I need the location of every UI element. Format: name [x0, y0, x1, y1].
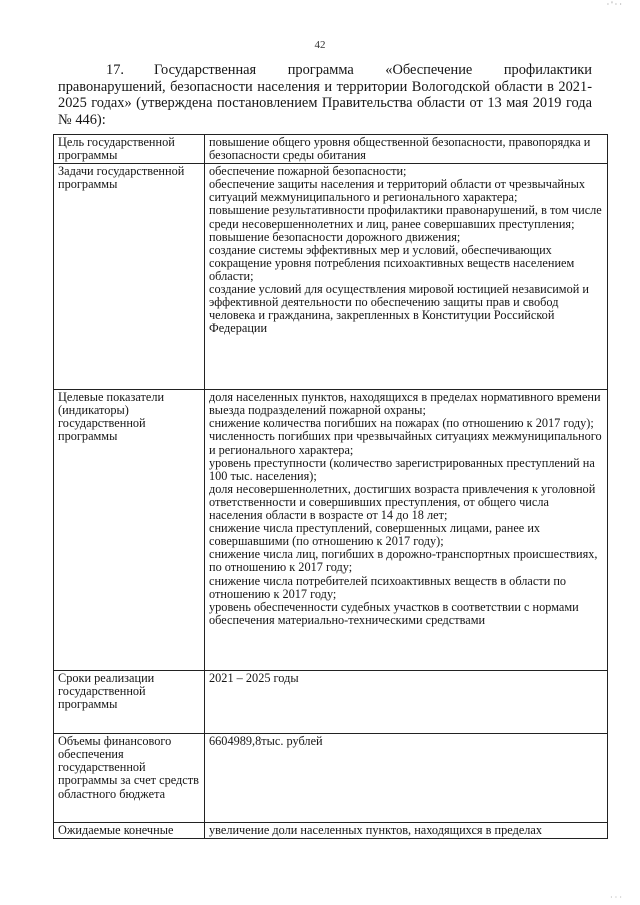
- table-row: [54, 734, 608, 823]
- scan-edge-mark: · ' · ·: [606, 0, 622, 9]
- list-item: 6604989,8тыс. рублей: [209, 734, 323, 749]
- list-item: уровень обеспеченности судебных участков в соответствии с нормами обеспечения материально-техническими средствами: [209, 599, 579, 627]
- row-label: Задачи государственной программы: [54, 164, 205, 390]
- program-passport-table: [53, 134, 608, 839]
- row-value: [205, 135, 608, 164]
- list-item: обеспечение пожарной безопасности;: [209, 164, 407, 179]
- list-item: обеспечение защиты населения и территорий области от чрезвычайных ситуаций межмуниципального и регионального характера;: [209, 177, 586, 205]
- row-value: [205, 164, 608, 390]
- table-row: [54, 164, 608, 390]
- section-title: Государственная программа «Обеспечение профилактики правонарушений, безопасности населения и территории Вологодской области в 2021-2025 годах» (утверждена постановлением Правительства области от 13 мая 2019 года № 446):: [58, 62, 592, 128]
- row-label: Ожидаемые конечные: [54, 823, 205, 839]
- row-value: [205, 823, 608, 839]
- list-item: доля несовершеннолетних, достигших возраста привлечения к уголовной ответственности и совершивших преступления, от общего числа населения области в возрасте от 14 до 18 лет;: [209, 481, 596, 523]
- list-item: повышение безопасности дорожного движения;: [209, 229, 461, 244]
- table-row: [54, 390, 608, 671]
- list-item: увеличение доли населенных пунктов, находящихся в пределах: [209, 823, 543, 838]
- scan-edge-mark: · · ·: [610, 893, 622, 902]
- list-item: создание системы эффективных мер и условий, обеспечивающих сокращение уровня потребления психоактивных веществ населением области;: [209, 242, 575, 283]
- list-item: снижение числа преступлений, совершенных лицами, ранее их совершавшими (по отношению к 2017 году);: [209, 521, 541, 549]
- row-label: Цель государственной программы: [54, 135, 205, 164]
- list-item: создание условий для осуществления мировой юстицией независимой и эффективной деятельности по обеспечению защиты прав и свобод человека и гражданина, закрепленных в Конституции Российской Федерации: [209, 282, 589, 336]
- row-value: [205, 734, 608, 823]
- list-item: 2021 – 2025 годы: [209, 671, 299, 686]
- list-item: уровень преступности (количество зарегистрированных преступлений на 100 тыс. населения);: [209, 455, 595, 483]
- row-label: Объемы финансового обеспечения государственной программы за счет средств областного бюджета: [54, 734, 205, 823]
- list-item: повышение результативности профилактики правонарушений, в том числе среди несовершеннолетних и лиц, ранее совершавших преступления;: [209, 203, 602, 231]
- row-value: [205, 671, 608, 734]
- section-number: 17.: [106, 62, 124, 78]
- section-heading: [58, 62, 592, 128]
- table-row: [54, 135, 608, 164]
- list-item: повышение общего уровня общественной безопасности, правопорядка и безопасности среды обитания: [209, 135, 591, 163]
- list-item: снижение количества погибших на пожарах (по отношению к 2017 году);: [209, 416, 594, 431]
- list-item: снижение числа потребителей психоактивных веществ в области по отношению к 2017 году;: [209, 573, 567, 601]
- row-label: Сроки реализации государственной программы: [54, 671, 205, 734]
- table-row: [54, 823, 608, 839]
- table-row: [54, 671, 608, 734]
- page-number: 42: [314, 39, 326, 51]
- list-item: снижение числа лиц, погибших в дорожно-транспортных происшествиях, по отношению к 2017 году;: [209, 547, 598, 575]
- row-label: Целевые показатели (индикаторы) государственной программы: [54, 390, 205, 671]
- list-item: численность погибших при чрезвычайных ситуациях межмуниципального и регионального характера;: [209, 429, 602, 457]
- list-item: доля населенных пунктов, находящихся в пределах нормативного времени выезда подразделений пожарной охраны;: [209, 390, 601, 418]
- row-value: [205, 390, 608, 671]
